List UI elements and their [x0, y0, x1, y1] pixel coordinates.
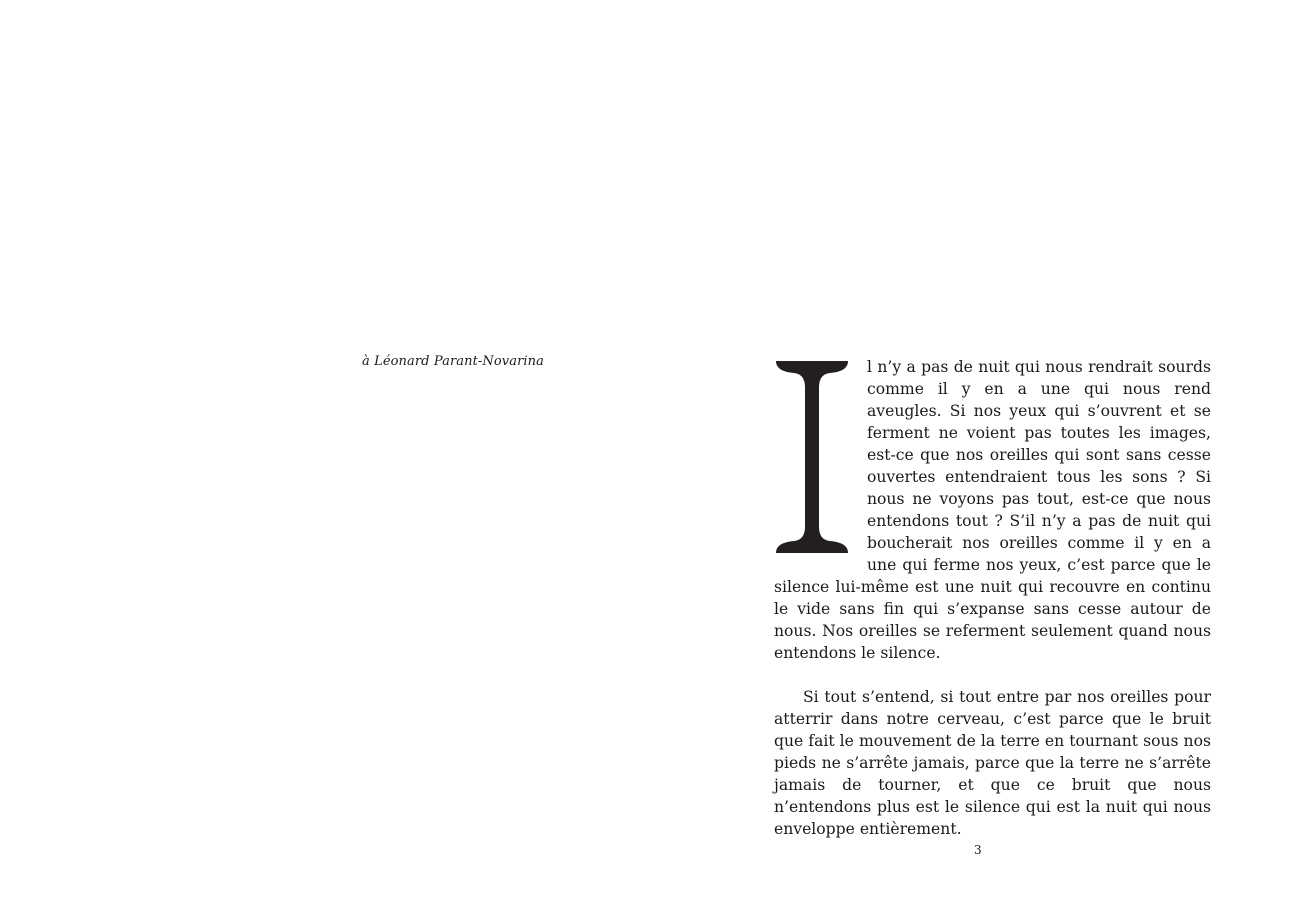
paragraph-1-text: l n’y a pas de nuit qui nous rendrait sourds comme il y en a une qui nous rend aveugles. Si nos yeux qui s’ouvrent et se ferment ne voient pas toutes les images, est-ce que nos oreilles qui sont sans cesse ouvertes entendraient tous les sons ? Si nous ne voyons pas tout, est-ce que nous entendons tout ? S’il n’y a pas de nuit qui boucherait nos oreilles comme il y en a une qui ferme nos yeux, c’est parce que le silence lui-même est une nuit qui recouvre en continu le vide sans fin qui s’expanse sans cesse autour de nous. Nos oreilles se referment seulement quand nous entendons le silence. [774, 358, 1211, 662]
drop-cap-glyph [774, 359, 850, 555]
main-text-block [774, 356, 1211, 840]
dedication: à Léonard Parant-Novarina [362, 354, 544, 369]
paragraph-1 [774, 356, 1211, 664]
page-number: 3 [974, 843, 982, 857]
drop-cap-letter [774, 555, 775, 556]
paragraph-2: Si tout s’entend, si tout entre par nos oreilles pour atterrir dans notre cerveau, c’est parce que le bruit que fait le mouvement de la terre en tournant sous nos pieds ne s’arrête jamais, parce que la terre ne s’arrête jamais de tourner, et que ce bruit que nous n’entendons plus est le silence qui est la nuit qui nous enveloppe entièrement. [774, 688, 1211, 838]
drop-cap [774, 359, 850, 555]
